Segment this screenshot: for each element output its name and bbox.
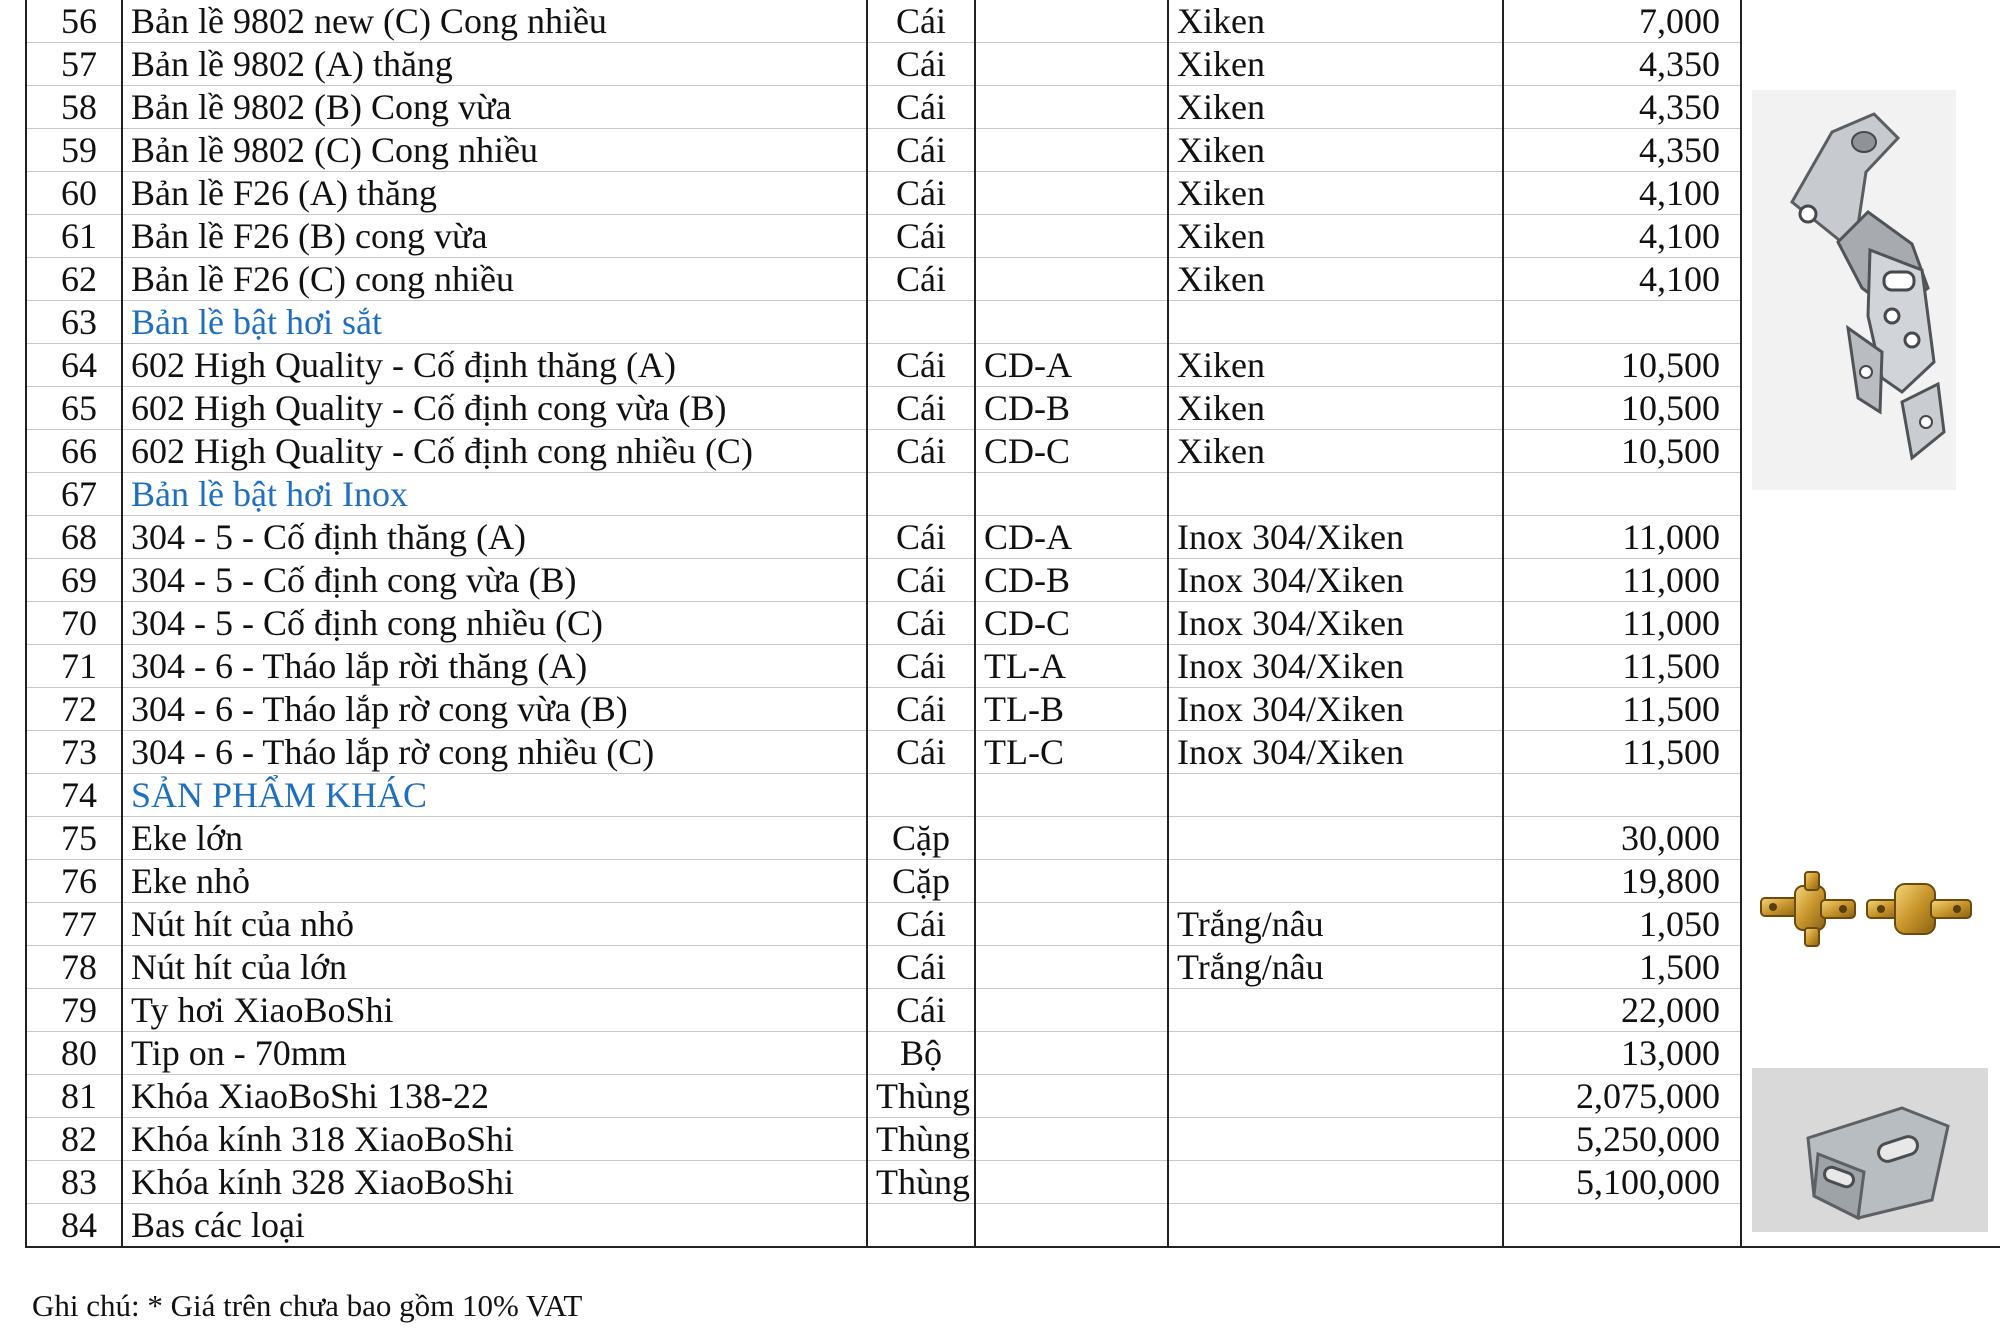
- cell-price: 4,100: [1503, 215, 1741, 258]
- cell-no: 62: [26, 258, 122, 301]
- cell-no: 69: [26, 559, 122, 602]
- cell-no: 56: [26, 0, 122, 43]
- cell-price: 11,000: [1503, 602, 1741, 645]
- cell-name: Bản lề 9802 (C) Cong nhiều: [122, 129, 867, 172]
- table-row: [26, 1032, 2000, 1075]
- cell-no: 76: [26, 860, 122, 903]
- cell-unit: Thùng: [867, 1118, 975, 1161]
- section-heading-row: [26, 774, 2000, 817]
- cell-name: Bản lề 9802 new (C) Cong nhiều: [122, 0, 867, 43]
- cell-price: [1503, 1204, 1741, 1248]
- section-heading-row: [26, 301, 2000, 344]
- cell-name: Eke nhỏ: [122, 860, 867, 903]
- cell-material: [1168, 774, 1503, 817]
- cell-unit: Cái: [867, 172, 975, 215]
- cell-no: 79: [26, 989, 122, 1032]
- table-row: [26, 1161, 2000, 1204]
- cell-price: [1503, 301, 1741, 344]
- cell-price: 11,500: [1503, 645, 1741, 688]
- cell-price: 10,500: [1503, 344, 1741, 387]
- cell-no: 80: [26, 1032, 122, 1075]
- cell-material: [1168, 301, 1503, 344]
- cell-no: 75: [26, 817, 122, 860]
- cell-unit: Cái: [867, 645, 975, 688]
- table-row: [26, 1204, 2000, 1248]
- cell-material: [1168, 860, 1503, 903]
- cell-unit: Cái: [867, 602, 975, 645]
- cell-price: 4,100: [1503, 258, 1741, 301]
- cell-material: [1168, 1075, 1503, 1118]
- cell-unit: Bộ: [867, 1032, 975, 1075]
- hinge-product-image: [1752, 90, 1956, 490]
- table-row: [26, 989, 2000, 1032]
- cell-name: 304 - 6 - Tháo lắp rờ cong vừa (B): [122, 688, 867, 731]
- cell-material: Trắng/nâu: [1168, 903, 1503, 946]
- table-row: [26, 344, 2000, 387]
- cell-code: [975, 1032, 1168, 1075]
- cell-price: 1,050: [1503, 903, 1741, 946]
- cell-no: 82: [26, 1118, 122, 1161]
- table-row: [26, 43, 2000, 86]
- cell-price: 4,350: [1503, 43, 1741, 86]
- table-row: [26, 1118, 2000, 1161]
- cell-price: 10,500: [1503, 387, 1741, 430]
- cell-image: [1741, 688, 2000, 731]
- cell-unit: Cái: [867, 731, 975, 774]
- cell-no: 84: [26, 1204, 122, 1248]
- cell-code: [975, 43, 1168, 86]
- cell-name: 304 - 6 - Tháo lắp rời thăng (A): [122, 645, 867, 688]
- cell-no: 67: [26, 473, 122, 516]
- cell-no: 63: [26, 301, 122, 344]
- cell-code: TL-B: [975, 688, 1168, 731]
- cell-unit: [867, 1204, 975, 1248]
- table-row: [26, 430, 2000, 473]
- cell-price: [1503, 473, 1741, 516]
- cell-name: 602 High Quality - Cố định cong vừa (B): [122, 387, 867, 430]
- cell-price: 11,500: [1503, 731, 1741, 774]
- cell-no: 83: [26, 1161, 122, 1204]
- cell-name: Khóa kính 318 XiaoBoShi: [122, 1118, 867, 1161]
- cell-material: Xiken: [1168, 86, 1503, 129]
- angle-bracket-product-image: [1752, 1068, 1988, 1232]
- cell-name: 304 - 5 - Cố định cong vừa (B): [122, 559, 867, 602]
- cell-material: Xiken: [1168, 0, 1503, 43]
- cell-name: Bản lề F26 (C) cong nhiều: [122, 258, 867, 301]
- cell-code: [975, 1075, 1168, 1118]
- cell-code: [975, 1204, 1168, 1248]
- footnote: Ghi chú: * Giá trên chưa bao gồm 10% VAT: [32, 1288, 583, 1323]
- cell-code: [975, 774, 1168, 817]
- cell-code: CD-A: [975, 344, 1168, 387]
- cell-unit: Cái: [867, 559, 975, 602]
- cell-price: 11,000: [1503, 516, 1741, 559]
- cell-no: 65: [26, 387, 122, 430]
- cell-code: [975, 473, 1168, 516]
- cell-name: Ty hơi XiaoBoShi: [122, 989, 867, 1032]
- cell-price: 13,000: [1503, 1032, 1741, 1075]
- cell-no: 73: [26, 731, 122, 774]
- cell-code: CD-C: [975, 602, 1168, 645]
- cell-no: 70: [26, 602, 122, 645]
- cell-image: [1741, 516, 2000, 559]
- cell-no: 59: [26, 129, 122, 172]
- cell-code: [975, 817, 1168, 860]
- cell-price: 30,000: [1503, 817, 1741, 860]
- cell-name: SẢN PHẨM KHÁC: [122, 774, 867, 817]
- table-row: [26, 172, 2000, 215]
- cell-image: [1741, 559, 2000, 602]
- table-row: [26, 903, 2000, 946]
- cell-name: Bản lề bật hơi Inox: [122, 473, 867, 516]
- cell-code: [975, 86, 1168, 129]
- cell-code: [975, 301, 1168, 344]
- cell-code: CD-B: [975, 559, 1168, 602]
- cell-unit: Cái: [867, 688, 975, 731]
- cell-unit: Cái: [867, 516, 975, 559]
- cell-material: Xiken: [1168, 387, 1503, 430]
- cell-price: 1,500: [1503, 946, 1741, 989]
- price-table: [25, 0, 2000, 1248]
- cell-code: TL-A: [975, 645, 1168, 688]
- cell-code: [975, 129, 1168, 172]
- cell-material: Xiken: [1168, 129, 1503, 172]
- cell-unit: Thùng: [867, 1161, 975, 1204]
- cell-material: [1168, 1161, 1503, 1204]
- table-body: [26, 0, 2000, 1247]
- cell-name: 304 - 6 - Tháo lắp rờ cong nhiều (C): [122, 731, 867, 774]
- cell-unit: [867, 774, 975, 817]
- cell-price: 4,350: [1503, 86, 1741, 129]
- cell-code: [975, 258, 1168, 301]
- cell-name: 602 High Quality - Cố định cong nhiều (C): [122, 430, 867, 473]
- cell-name: Bản lề F26 (A) thăng: [122, 172, 867, 215]
- table-row: [26, 860, 2000, 903]
- cell-image: [1741, 946, 2000, 989]
- cell-material: [1168, 473, 1503, 516]
- cell-material: Xiken: [1168, 43, 1503, 86]
- table-row: [26, 0, 2000, 43]
- cell-name: Bản lề bật hơi sắt: [122, 301, 867, 344]
- cell-price: 5,100,000: [1503, 1161, 1741, 1204]
- cell-unit: Thùng: [867, 1075, 975, 1118]
- table-row: [26, 215, 2000, 258]
- cell-unit: Cái: [867, 946, 975, 989]
- cell-code: [975, 172, 1168, 215]
- cell-name: 304 - 5 - Cố định cong nhiều (C): [122, 602, 867, 645]
- table-row: [26, 688, 2000, 731]
- cell-name: Bản lề 9802 (B) Cong vừa: [122, 86, 867, 129]
- cell-no: 66: [26, 430, 122, 473]
- cell-image: [1741, 817, 2000, 860]
- table-row: [26, 129, 2000, 172]
- cell-name: Eke lớn: [122, 817, 867, 860]
- cell-material: [1168, 1032, 1503, 1075]
- cell-unit: Cặp: [867, 817, 975, 860]
- cell-image: [1741, 731, 2000, 774]
- cell-unit: Cặp: [867, 860, 975, 903]
- cell-image: [1741, 774, 2000, 817]
- cell-name: Khóa XiaoBoShi 138-22: [122, 1075, 867, 1118]
- cell-price: 7,000: [1503, 0, 1741, 43]
- cell-no: 77: [26, 903, 122, 946]
- cell-code: CD-C: [975, 430, 1168, 473]
- cell-name: Tip on - 70mm: [122, 1032, 867, 1075]
- cell-name: Nút hít của lớn: [122, 946, 867, 989]
- cell-code: CD-A: [975, 516, 1168, 559]
- cell-name: Bản lề 9802 (A) thăng: [122, 43, 867, 86]
- hidden-hinge-product-image: [1755, 870, 1983, 950]
- cell-material: Xiken: [1168, 430, 1503, 473]
- cell-no: 74: [26, 774, 122, 817]
- table-row: [26, 387, 2000, 430]
- cell-price: 22,000: [1503, 989, 1741, 1032]
- cell-unit: Cái: [867, 86, 975, 129]
- cell-material: Xiken: [1168, 258, 1503, 301]
- cell-name: Bản lề F26 (B) cong vừa: [122, 215, 867, 258]
- cell-price: 4,350: [1503, 129, 1741, 172]
- cell-material: [1168, 817, 1503, 860]
- cell-no: 71: [26, 645, 122, 688]
- cell-price: 4,100: [1503, 172, 1741, 215]
- cell-image: [1741, 989, 2000, 1032]
- cell-unit: Cái: [867, 903, 975, 946]
- cell-material: Trắng/nâu: [1168, 946, 1503, 989]
- cell-no: 61: [26, 215, 122, 258]
- cell-code: [975, 0, 1168, 43]
- cell-code: [975, 946, 1168, 989]
- cell-no: 78: [26, 946, 122, 989]
- cell-code: [975, 860, 1168, 903]
- cell-material: Inox 304/Xiken: [1168, 559, 1503, 602]
- cell-image: [1741, 602, 2000, 645]
- cell-code: CD-B: [975, 387, 1168, 430]
- cell-code: [975, 989, 1168, 1032]
- table-row: [26, 817, 2000, 860]
- cell-unit: Cái: [867, 0, 975, 43]
- cell-no: 64: [26, 344, 122, 387]
- cell-price: 19,800: [1503, 860, 1741, 903]
- table-row: [26, 516, 2000, 559]
- cell-code: [975, 903, 1168, 946]
- cell-unit: Cái: [867, 43, 975, 86]
- cell-no: 68: [26, 516, 122, 559]
- table-row: [26, 731, 2000, 774]
- table-row: [26, 645, 2000, 688]
- table-row: [26, 946, 2000, 989]
- cell-price: 2,075,000: [1503, 1075, 1741, 1118]
- cell-material: [1168, 1118, 1503, 1161]
- cell-no: 60: [26, 172, 122, 215]
- cell-unit: Cái: [867, 387, 975, 430]
- cell-no: 72: [26, 688, 122, 731]
- cell-material: Inox 304/Xiken: [1168, 602, 1503, 645]
- cell-material: Xiken: [1168, 172, 1503, 215]
- cell-code: [975, 1118, 1168, 1161]
- cell-unit: Cái: [867, 215, 975, 258]
- cell-material: Xiken: [1168, 215, 1503, 258]
- cell-price: [1503, 774, 1741, 817]
- cell-no: 57: [26, 43, 122, 86]
- cell-name: 304 - 5 - Cố định thăng (A): [122, 516, 867, 559]
- cell-code: TL-C: [975, 731, 1168, 774]
- cell-unit: Cái: [867, 129, 975, 172]
- table-row: [26, 86, 2000, 129]
- cell-material: [1168, 989, 1503, 1032]
- cell-unit: Cái: [867, 989, 975, 1032]
- cell-image: [1741, 645, 2000, 688]
- table-row: [26, 559, 2000, 602]
- cell-material: [1168, 1204, 1503, 1248]
- section-heading-row: [26, 473, 2000, 516]
- table-row: [26, 602, 2000, 645]
- cell-unit: Cái: [867, 344, 975, 387]
- cell-unit: [867, 301, 975, 344]
- cell-code: [975, 215, 1168, 258]
- cell-image: [1741, 43, 2000, 86]
- cell-image: [1741, 0, 2000, 43]
- cell-unit: Cái: [867, 430, 975, 473]
- cell-unit: Cái: [867, 258, 975, 301]
- cell-price: 5,250,000: [1503, 1118, 1741, 1161]
- cell-material: Inox 304/Xiken: [1168, 516, 1503, 559]
- cell-price: 11,000: [1503, 559, 1741, 602]
- cell-material: Inox 304/Xiken: [1168, 731, 1503, 774]
- cell-unit: [867, 473, 975, 516]
- cell-name: 602 High Quality - Cố định thăng (A): [122, 344, 867, 387]
- cell-code: [975, 1161, 1168, 1204]
- table-row: [26, 258, 2000, 301]
- cell-price: 10,500: [1503, 430, 1741, 473]
- cell-price: 11,500: [1503, 688, 1741, 731]
- cell-material: Xiken: [1168, 344, 1503, 387]
- cell-name: Bas các loại: [122, 1204, 867, 1248]
- cell-no: 81: [26, 1075, 122, 1118]
- cell-name: Khóa kính 328 XiaoBoShi: [122, 1161, 867, 1204]
- cell-material: Inox 304/Xiken: [1168, 645, 1503, 688]
- cell-no: 58: [26, 86, 122, 129]
- table-row: [26, 1075, 2000, 1118]
- cell-name: Nút hít của nhỏ: [122, 903, 867, 946]
- cell-material: Inox 304/Xiken: [1168, 688, 1503, 731]
